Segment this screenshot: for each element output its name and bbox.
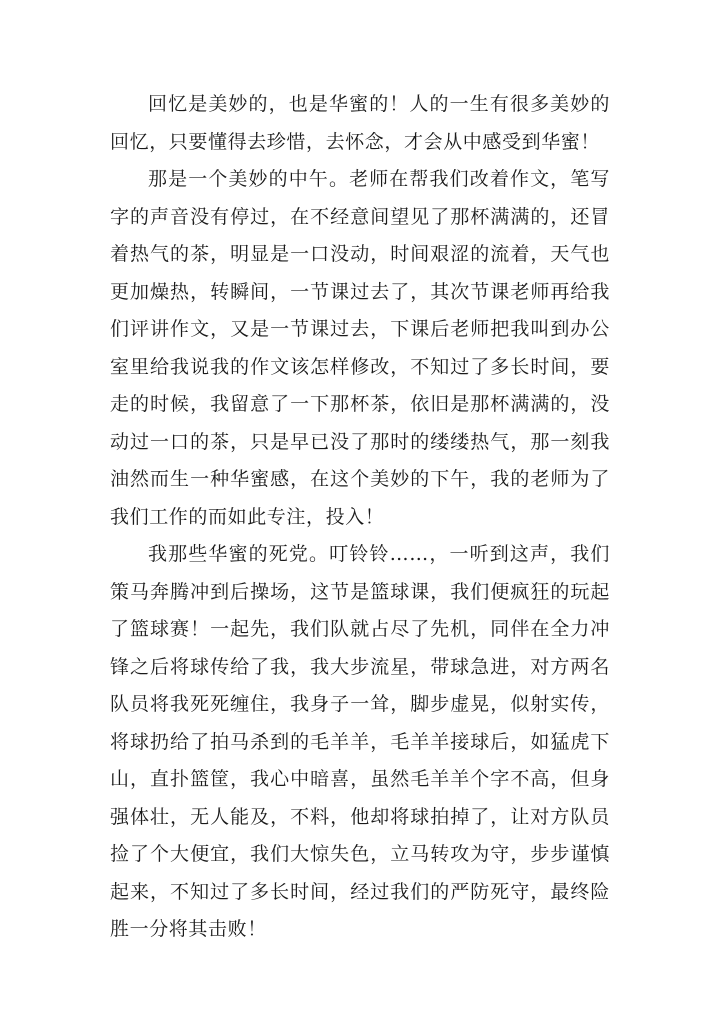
paragraph-teacher: 那是一个美妙的中午。老师在帮我们改着作文，笔写字的声音没有停过，在不经意间望见了那杯满满的，还冒着热气的茶，明显是一口没动，时间艰涩的流着，天气也更加燥热，转瞬间，一节课过去了，其次节课老师再给我们评讲作文，又是一节课过去，下课后老师把我叫到办公室里给我说我的作文该怎样修改，不知过了多长时间，要走的时候，我留意了一下那杯茶，依旧是那杯满满的，没动过一口的茶，只是早已没了那时的缕缕热气，那一刻我油然而生一种华蜜感，在这个美妙的下午，我的老师为了我们工作的而如此专注，投入！ [110, 168, 610, 528]
paragraph-basketball: 我那些华蜜的死党。叮铃铃……，一听到这声，我们策马奔腾冲到后操场，这节是篮球课，我们便疯狂的玩起了篮球赛！一起先，我们队就占尽了先机，同伴在全力冲锋之后将球传给了我，我大步流星，带球急进，对方两名队员将我死死缠住，我身子一耸，脚步虚晃，似射实传，将球扔给了拍马杀到的毛羊羊，毛羊羊接球后，如猛虎下山，直扑篮筐，我心中暗喜，虽然毛羊羊个字不高，但身强体壮，无人能及，不料，他却将球拍掉了，让对方队员捡了个大便宜，我们大惊失色，立马转攻为守，步步谨慎起来，不知过了多长时间，经过我们的严防死守，最终险胜一分将其击败！ [110, 543, 610, 940]
document-body [110, 86, 610, 949]
paragraph-memories: 回忆是美妙的，也是华蜜的！人的一生有很多美妙的回忆，只要懂得去珍惜，去怀念，才会从中感受到华蜜！ [110, 93, 610, 153]
